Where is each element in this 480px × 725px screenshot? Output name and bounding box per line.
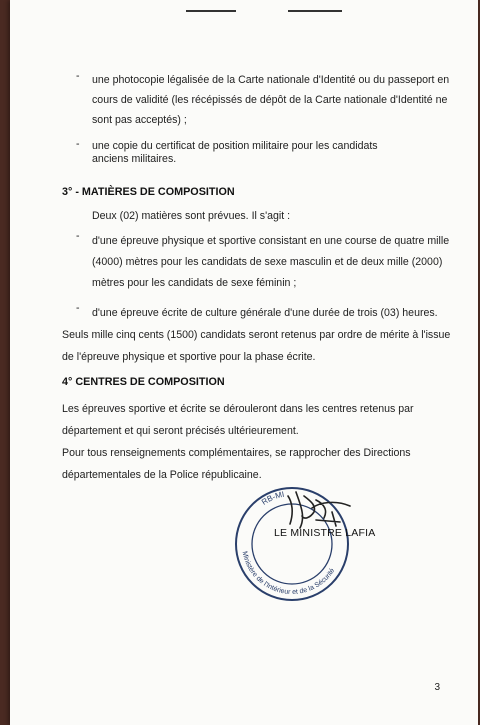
bullet-dash: -: [76, 302, 80, 314]
document-page: [10, 0, 478, 725]
bullet-dash: -: [76, 230, 80, 242]
bullet-text: une copie du certificat de position militaire pour les candidats anciens militaires.: [92, 140, 378, 165]
svg-text:RB-MI: RB-MI: [259, 489, 285, 507]
svg-text:Ministère de l'Intérieur et de: Ministère de l'Intérieur et de la Sécurité: [240, 550, 337, 597]
top-rule-left: [186, 10, 236, 12]
stamp-seal-icon: [220, 482, 370, 622]
bullet-dash: -: [76, 138, 80, 150]
paragraph: Pour tous renseignements complémentaires, se rapprocher des Directions départementales de la Police républicaine.: [62, 447, 411, 481]
paragraph: Seuls mille cinq cents (1500) candidats seront retenus par ordre de mérite à l'issue de l'épreuve physique et sportive pour la phase écrite.: [62, 329, 451, 363]
bullet-text: une photocopie légalisée de la Carte nationale d'Identité ou du passeport en cours de validité (les récépissés de dépôt de la Carte nationale d'Identité ne sont pas acceptés) ;: [92, 74, 450, 126]
official-stamp: [220, 482, 370, 622]
section-heading: 3° - MATIÈRES DE COMPOSITION: [62, 186, 235, 198]
signatory-name: LE MINISTRE LAFIA: [274, 527, 376, 539]
page-number: 3: [434, 682, 440, 693]
paragraph: Les épreuves sportive et écrite se dérouleront dans les centres retenus par département et qui seront précisés ultérieurement.: [62, 403, 414, 437]
bullet-dash: -: [76, 70, 80, 82]
section-heading: 4° CENTRES DE COMPOSITION: [62, 376, 225, 388]
bullet-text: d'une épreuve écrite de culture générale d'une durée de trois (03) heures.: [92, 307, 438, 319]
top-rule-right: [288, 10, 342, 12]
bullet-text: d'une épreuve physique et sportive consistant en une course de quatre mille (4000) mètres pour les candidats de sexe masculin et de deux mille (2000) mètres pour les candidats de sexe féminin ;: [92, 235, 450, 289]
paragraph: Deux (02) matières sont prévues. Il s'agit :: [92, 210, 291, 222]
